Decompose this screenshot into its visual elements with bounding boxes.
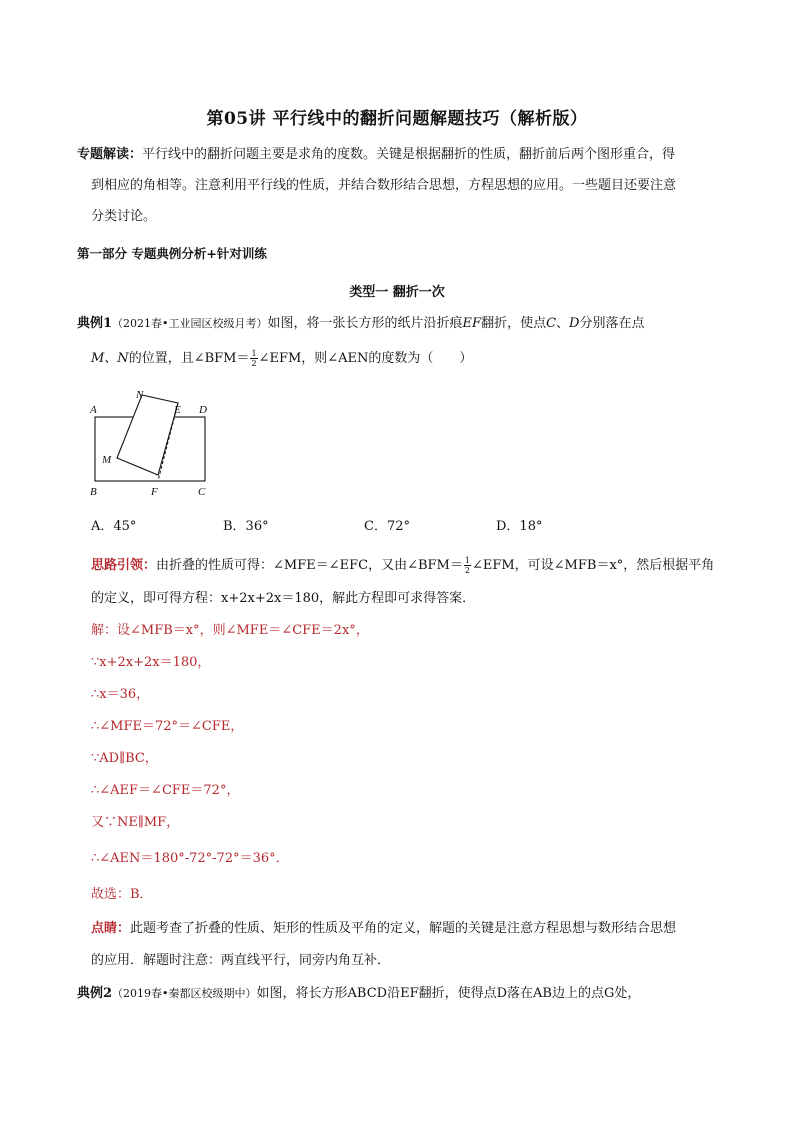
comment-line-2: 的应用．解题时注意：两直线平行，同旁内角互补． (91, 953, 391, 968)
example2-line-1 (77, 985, 640, 1003)
hint-label: 思路引领： (91, 558, 157, 573)
label-n: N (136, 389, 144, 401)
page-title: 第05讲 平行线中的翻折问题解题技巧（解析版） (206, 109, 588, 129)
hint-line-2: 的定义，即可得方程：x+2x+2x＝180，解此方程即可求得答案． (91, 591, 476, 606)
intro-line-1 (77, 146, 675, 164)
comment-line-1 (91, 920, 676, 938)
label-d: D (199, 404, 207, 416)
fraction-half: $\frac{1}{2}$ (251, 349, 257, 368)
example1-text-c: 分别落在点 (579, 316, 645, 331)
solution-line-1: 解：设∠MFB＝x°，则∠MFE＝∠CFE＝2x°， (91, 623, 369, 638)
option-c: C．72° (364, 519, 410, 534)
intro-line-3: 分类讨论。 (91, 209, 157, 224)
fold-figure (80, 385, 230, 500)
option-a: A．45° (91, 519, 137, 534)
example2-label: 典例2 (77, 986, 113, 1001)
example1-text-e: ∠EFM，则∠AEN的度数为（ ） (258, 351, 473, 366)
label-a: A (90, 404, 97, 416)
intro-text-1: 平行线中的翻折问题主要是求角的度数。关键是根据翻折的性质，翻折前后两个图形重合，得 (142, 147, 676, 162)
solution-line-4: ∴∠MFE＝72°＝∠CFE， (91, 719, 244, 734)
example1-d: D (569, 316, 580, 331)
solution-line-5: ∵AD∥BC， (91, 751, 158, 766)
label-b: B (90, 486, 97, 498)
solution-line-7: 又∵NE∥MF， (91, 815, 180, 830)
example2-source: （2019春•秦都区校级期中） (112, 987, 257, 1000)
example1-line-1 (77, 315, 645, 333)
example1-label: 典例1 (77, 316, 113, 331)
option-d: D．18° (496, 519, 543, 534)
label-f: F (151, 486, 158, 498)
hint-text-a: 由折叠的性质可得：∠MFE＝∠EFC，又由∠BFM＝ (156, 558, 463, 573)
solution-line-8: ∴∠AEN＝180°-72°-72°＝36°． (91, 851, 289, 866)
example2-text: 如图，将长方形ABCD沿EF翻折，使得点D落在AB边上的点G处， (256, 986, 641, 1001)
example1-text-b: 翻折，使点 (481, 316, 547, 331)
example1-line-2 (91, 349, 472, 368)
label-e: E (174, 404, 181, 416)
solution-line-6: ∴∠AEF＝∠CFE＝72°， (91, 783, 240, 798)
folded-flap (117, 395, 178, 475)
comment-label: 点睛： (91, 921, 131, 936)
intro-label: 专题解读： (77, 147, 143, 162)
example1-sep: 、 (556, 316, 570, 331)
hint-text-b: ∠EFM，可设∠MFB＝x°，然后根据平角 (471, 558, 715, 573)
example1-text-a: 如图，将一张长方形的纸片沿折痕 (267, 316, 463, 331)
hint-fraction: $\frac{1}{2}$ (464, 556, 470, 575)
example1-text-d: 的位置，且∠BFM＝ (128, 351, 250, 366)
example1-source: （2021春•工业园区校级月考） (112, 317, 268, 330)
solution-line-3: ∴x＝36， (91, 687, 150, 702)
label-m: M (102, 454, 112, 466)
option-b: B．36° (223, 519, 269, 534)
example1-ef: EF (462, 316, 482, 331)
hint-line-1 (91, 556, 714, 575)
solution-line-2: ∵x+2x+2x＝180， (91, 655, 211, 670)
comment-text-1: 此题考查了折叠的性质、矩形的性质及平角的定义，解题的关键是注意方程思想与数形结合思想 (130, 921, 677, 936)
part-heading: 第一部分 专题典例分析+针对训练 (77, 246, 267, 261)
intro-line-2: 到相应的角相等。注意利用平行线的性质，并结合数形结合思想，方程思想的应用。一些题目还要注意 (91, 178, 677, 193)
example1-c: C (546, 316, 557, 331)
type-heading: 类型一 翻折一次 (349, 285, 445, 300)
example1-mn: M、N (91, 351, 129, 366)
label-c: C (198, 486, 206, 498)
answer-line: 故选：B． (91, 887, 153, 902)
